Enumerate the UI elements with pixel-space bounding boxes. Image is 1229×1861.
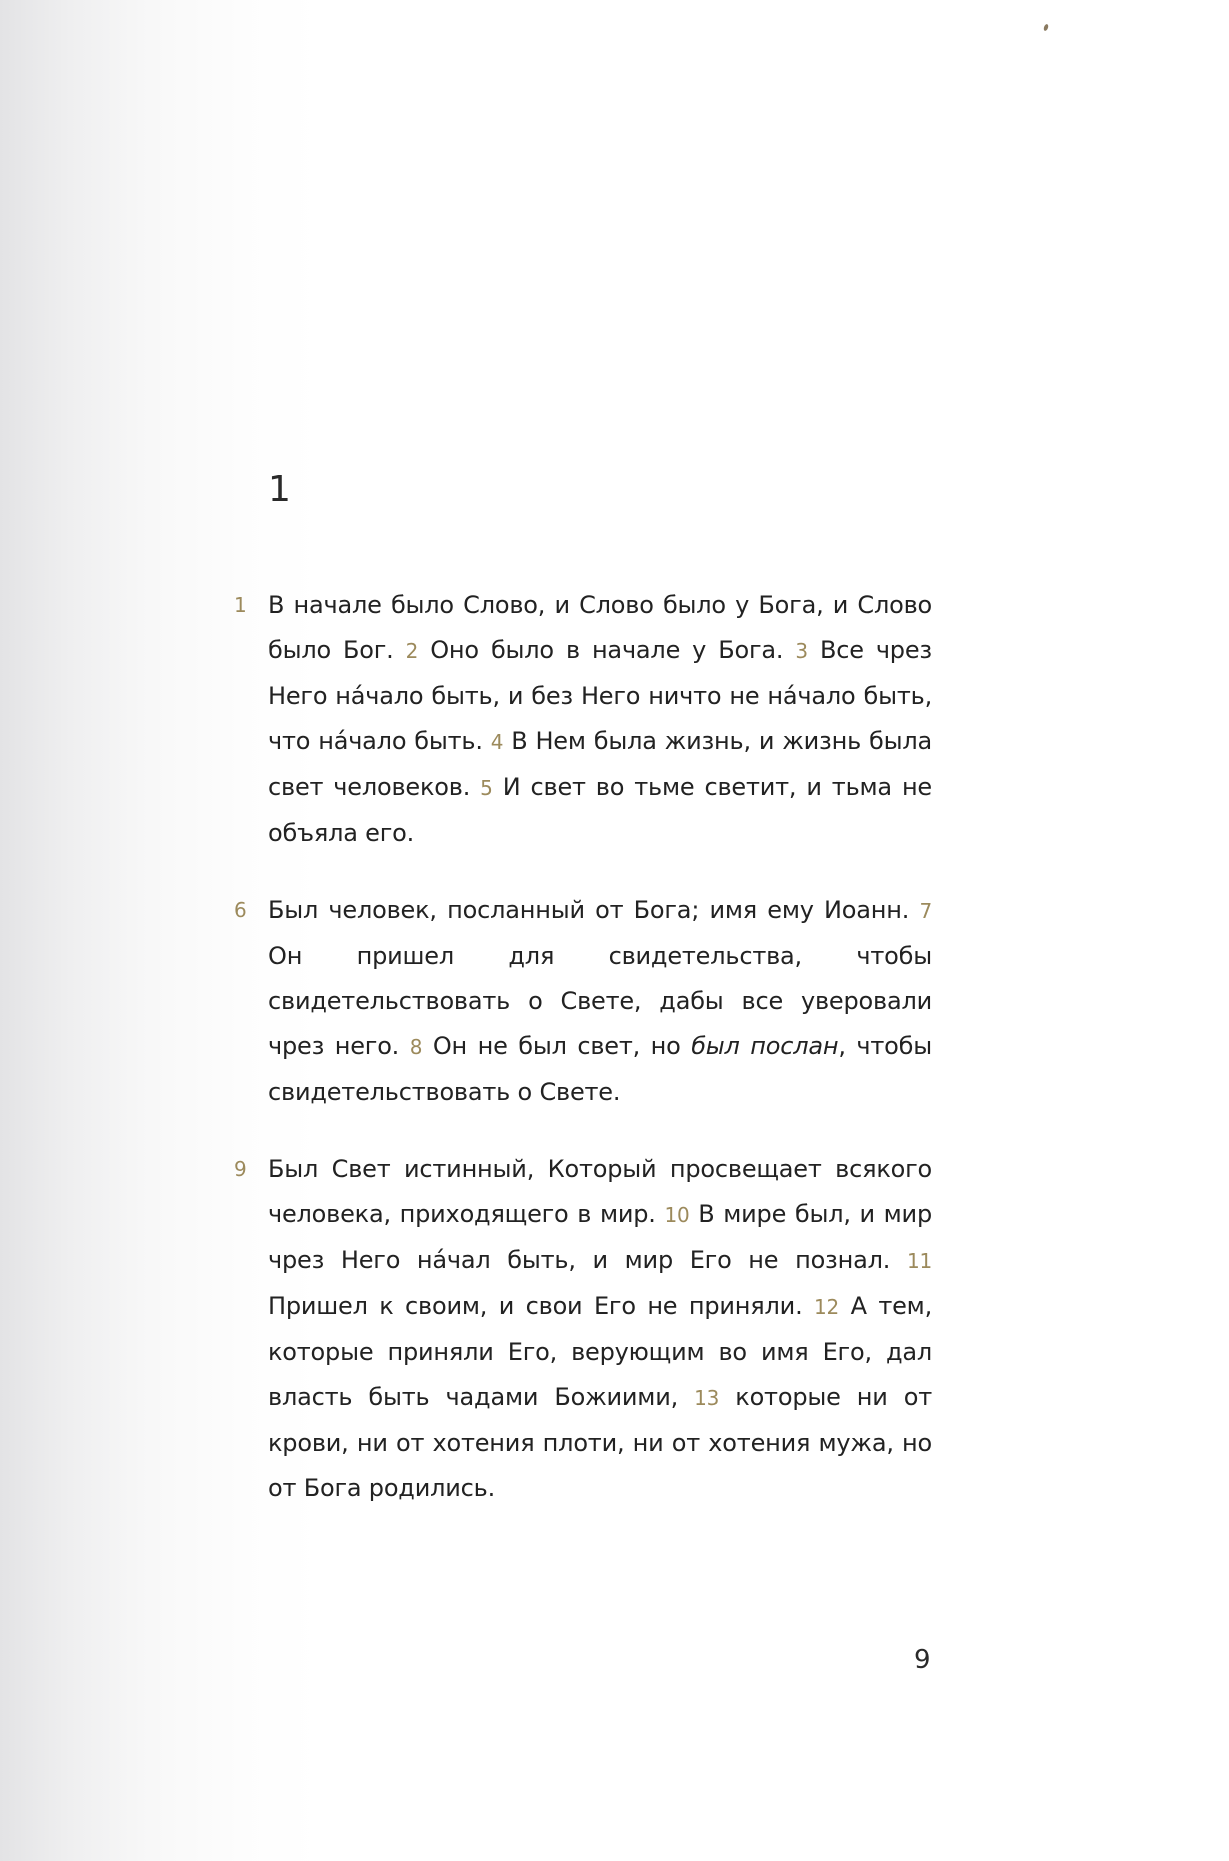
verse-text-8-after: , чтобы свидетельствовать о Свете. <box>268 1032 933 1106</box>
verse-number-5: 5 <box>480 776 493 800</box>
verse-text-10: В мире был, и мир чрез Него на́чал быть, и мир Его не познал. <box>268 1200 932 1274</box>
verse-number-8: 8 <box>409 1035 423 1059</box>
verse-text-4: В Нем была жизнь, и жизнь была свет человеков. <box>268 727 932 801</box>
verse-text-13: которые ни от крови, ни от хотения плоти, ни от хотения мужа, но от Бога родились. <box>268 1383 932 1502</box>
verse-number-7: 7 <box>919 899 932 923</box>
verse-number-1: 1 <box>234 593 247 617</box>
verse-number-12: 12 <box>814 1295 840 1319</box>
paragraph-3 <box>234 1147 932 1511</box>
verse-text-1: В начале было Слово, и Слово было у Бога, и Слово было Бог. <box>268 591 932 664</box>
verse-number-9: 9 <box>234 1157 247 1181</box>
verse-text-9: Был Свет истинный, Который просвещает всякого человека, приходящего в мир. <box>268 1155 932 1228</box>
page-number: 9 <box>914 1645 931 1675</box>
verse-text-6: Был человек, посланный от Бога; имя ему Иоанн. <box>268 896 910 924</box>
verse-text-8-italic: был послан <box>691 1032 839 1060</box>
verse-text-11: Пришел к своим, и свои Его не приняли. <box>268 1292 803 1320</box>
verse-number-11: 11 <box>906 1249 932 1273</box>
paragraph-2 <box>234 888 933 1115</box>
verse-text-3: Все чрез Него на́чало быть, и без Него ничто не на́чало быть, что на́чало быть. <box>268 636 932 755</box>
verse-text-7: Он пришел для свидетельства, чтобы свидетельствовать о Свете, дабы все уверовали чрез него. <box>268 942 932 1060</box>
verse-number-3: 3 <box>795 639 808 663</box>
verse-number-2: 2 <box>405 639 419 663</box>
verse-text-2: Оно было в начале у Бога. <box>430 636 784 664</box>
paper-speck <box>1043 24 1049 32</box>
verse-number-13: 13 <box>694 1386 720 1410</box>
verse-text-8-before: Он не был свет, но <box>432 1032 681 1060</box>
verse-text-12: А тем, которые приняли Его, верующим во имя Его, дал власть быть чадами Божиими, <box>268 1292 932 1411</box>
verse-text-5: И свет во тьме светит, и тьма не объяла его. <box>268 773 932 847</box>
paragraph-1 <box>234 583 932 856</box>
verse-number-4: 4 <box>490 730 504 754</box>
chapter-number: 1 <box>268 469 291 510</box>
verse-number-10: 10 <box>664 1203 690 1227</box>
verse-number-6: 6 <box>234 898 247 922</box>
